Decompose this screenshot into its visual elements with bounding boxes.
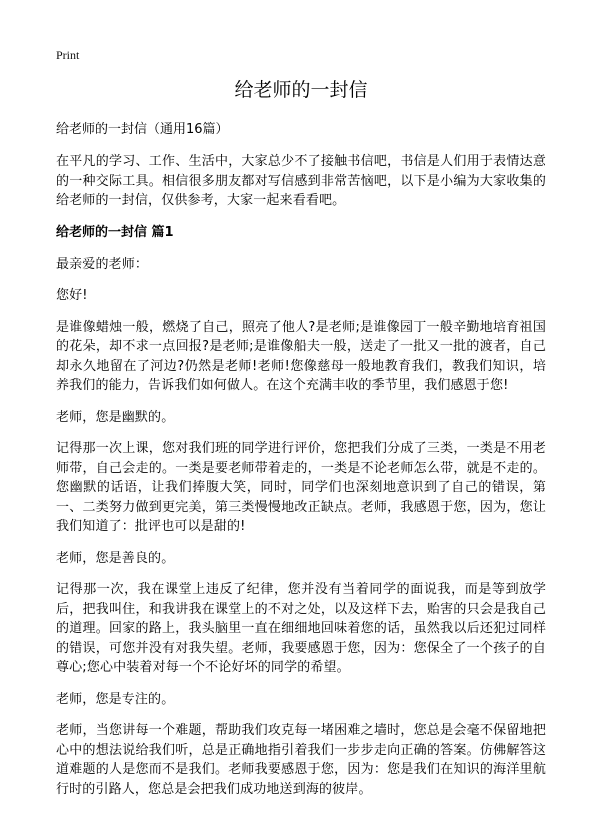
letter-paragraph: 老师，当您讲每一个难题，帮助我们攻克每一堵困难之墙时，您总是会毫不保留地把心中的想法说给我们听，总是正确地指引着我们一步步走向正确的答案。仿佛解答这道难题的人是您而不是我们。老师我要感恩于您，因为：您是我们在知识的海洋里航行时的引路人，您总是会把我们成功地送到海的彼岸。 — [56, 723, 546, 797]
page-title: 给老师的一封信 — [234, 79, 368, 101]
letter-paragraph: 老师，您是专注的。 — [56, 691, 175, 707]
intro-paragraph: 在平凡的学习、工作、生活中，大家总少不了接触书信吧，书信是人们用于表情达意的一种交际工具。相信很多朋友都对写信感到非常苦恼吧，以下是小编为大家收集的给老师的一封信，仅供参考，大家一起来看看吧。 — [56, 154, 546, 208]
letter-paragraph: 老师，您是幽默的。 — [56, 409, 175, 425]
print-link[interactable]: Print — [56, 48, 80, 62]
section-heading: 给老师的一封信 篇1 — [56, 224, 174, 240]
document-subtitle: 给老师的一封信（通用16篇） — [56, 122, 229, 137]
letter-greeting: 最亲爱的老师： — [56, 256, 149, 272]
document-body — [56, 76, 546, 811]
letter-paragraph: 是谁像蜡烛一般，燃烧了自己，照亮了他人?是老师;是谁像园丁一般辛勤地培育祖国的花朵，却不求一点回报?是老师;是谁像船夫一般，送走了一批又一批的渡者，自己却永久地留在了河边?仍然是老师!老师!您像慈母一般地教育我们，教我们知识，培养我们的能力，告诉我们如何做人。在这个充满丰收的季节里，我们感恩于您! — [56, 319, 546, 393]
letter-paragraph: 记得那一次，我在课堂上违反了纪律，您并没有当着同学的面说我，而是等到放学后，把我叫住，和我讲我在课堂上的不对之处，以及这样下去，贻害的只会是我自己的道理。回家的路上，我头脑里一直在细细地回味着您的话，虽然我以后还犯过同样的错误，可您并没有对我失望。老师，我要感恩于您，因为：您保全了一个孩子的自尊心;您心中装着对每一个不论好坏的同学的希望。 — [56, 582, 546, 675]
letter-paragraph: 记得那一次上课，您对我们班的同学进行评价，您把我们分成了三类，一类是不用老师带，自己会走的。一类是要老师带着走的，一类是不论老师怎么带，就是不走的。您幽默的话语，让我们捧腹大笑，同时，同学们也深刻地意识到了自己的错误，第一、二类努力做到更完美，第三类慢慢地改正缺点。老师，我感恩于您，因为，您让我们知道了：批评也可以是甜的! — [56, 441, 546, 534]
letter-paragraph: 老师，您是善良的。 — [56, 550, 175, 566]
letter-salutation: 您好! — [56, 288, 88, 303]
